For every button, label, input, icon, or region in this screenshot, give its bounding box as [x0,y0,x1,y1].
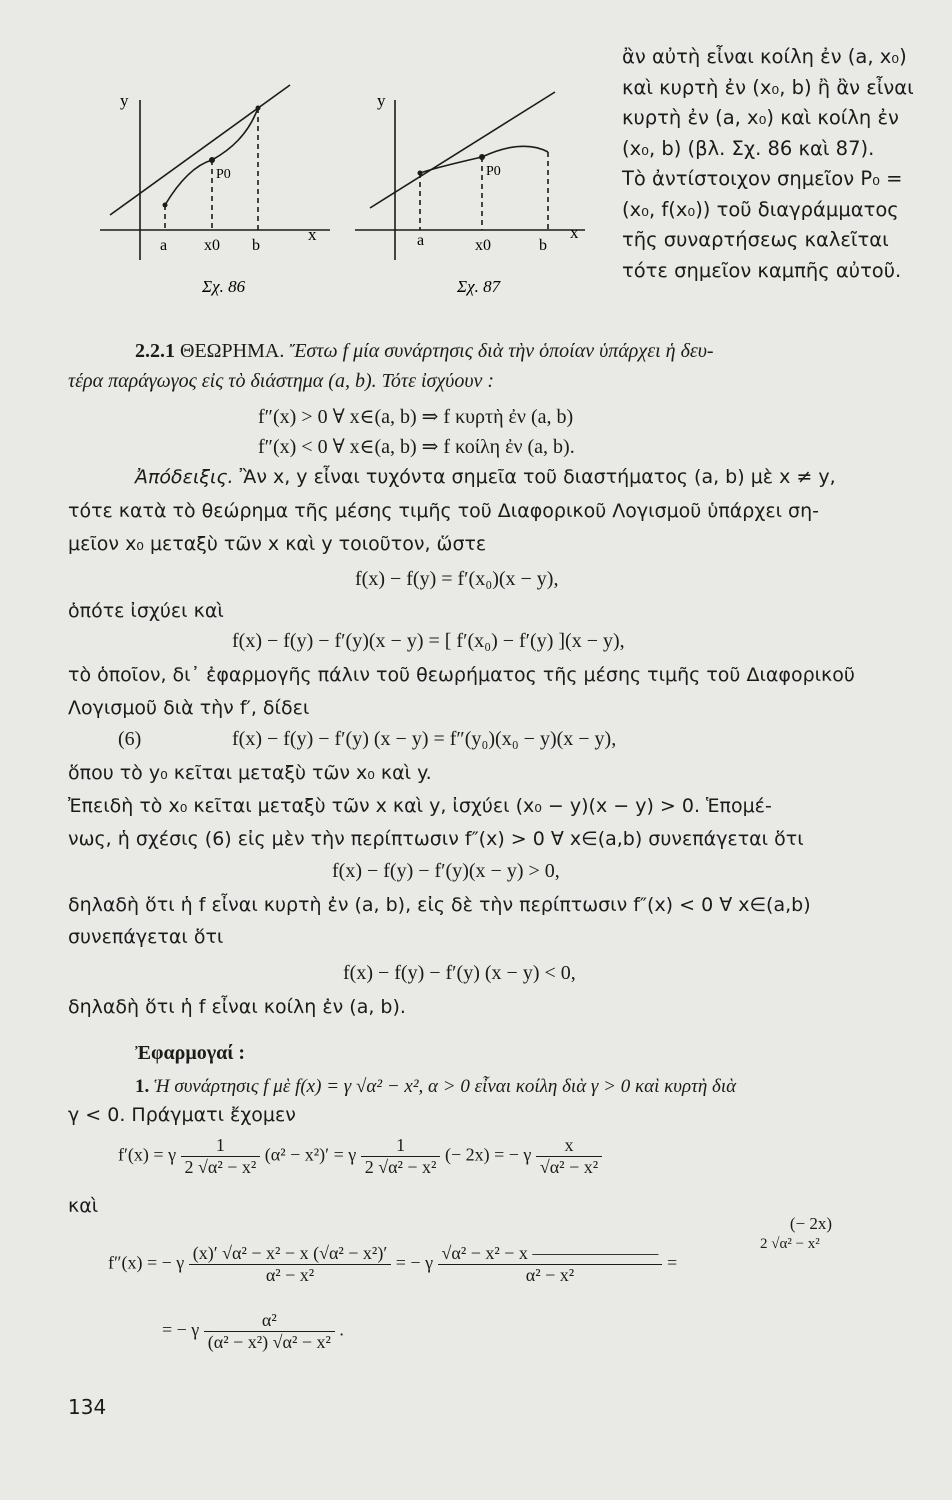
fig86-y-label: y [120,91,129,110]
final-equation: = − γ $\frac{\text{α²}}{\text{(α² − x²) √α² − x²}}$ . [162,1310,344,1352]
fpp-small-top: (− 2x) [789,1214,832,1233]
fpp-fraction-1 [189,1243,392,1286]
fraction-denominator: √α² − x² [536,1156,602,1178]
fig86-a-label: a [160,237,168,254]
curve [420,146,548,173]
fp-mid: (α² − x²)′ = γ [264,1144,357,1165]
fpp-mid: = − γ [395,1252,434,1273]
inflection-point [209,157,215,163]
proof-text-12: δηλαδὴ ὅτι ἡ f εἶναι κοίλη ἐν (a, b). [68,996,406,1018]
inflection-point [479,154,485,160]
theorem-heading: ΘΕΩΡΗΜΑ. [180,340,285,362]
proof-text-5: τὸ ὁποῖον, δι᾽ ἐφαρμογῆς πάλιν τοῦ θεωρήματος τῆς μέσης τιμῆς τοῦ Διαφορικοῦ [68,664,855,686]
application-1-text: Ἡ συνάρτησις f μὲ f(x) = γ √α² − x², α > 0 εἶναι κοίλη διὰ γ > 0 καὶ κυρτὴ διὰ [154,1076,737,1097]
equation-4: f(x) − f(y) − f′(y)(x − y) > 0, [332,860,560,882]
fig86-x0-label: x0 [204,237,220,254]
fig86-x-label: x [308,225,317,244]
second-derivative-equation [108,1243,677,1286]
page-number: 134 [68,1395,107,1419]
fraction-denominator: α² − x² [189,1264,392,1286]
proof-heading: Ἀπόδειξις. [135,466,234,488]
proof-text-4: ὁπότε ἰσχύει καὶ [68,600,224,622]
proof-text-11: συνεπάγεται ὅτι [68,926,224,948]
fraction-denominator: α² − x² [438,1264,663,1286]
theorem-text-2: τέρα παράγωγος εἰς τὸ διάστημα (a, b). Τότε ἰσχύουν : [68,370,495,392]
curve-start-point [163,203,168,208]
fig87-x-label: x [570,223,579,242]
fp-fraction-2 [361,1135,441,1178]
applications-heading: Ἐφαρμογαί : [135,1042,246,1064]
application-1-number: 1. [135,1076,150,1097]
and-word: καὶ [68,1195,99,1217]
fp-mid2: (− 2x) = − γ [444,1144,532,1165]
theorem-text-1: Ἔστω f μία συνάρτησις διὰ τὴν ὁποίαν ὑπάρχει ἡ δευ- [289,340,714,362]
fp-lhs: f′(x) = γ [118,1144,177,1165]
proof-text-9: νως, ἡ σχέσις (6) εἰς μὲν τὴν περίπτωσιν f″(x) > 0 ∀ x∈(a,b) συνεπάγεται ὅτι [68,828,804,850]
equation-3: f(x) − f(y) − f′(y) (x − y) = f″(y₀)(x₀ − y)(x − y), [232,728,617,750]
fp-fraction-1 [181,1135,261,1178]
fig86-p0-label: P0 [216,167,231,182]
application-1-line-1 [135,1076,952,1098]
equation-2: f(x) − f(y) − f′(y)(x − y) = [ f′(x₀) − f′(y) ](x − y), [232,630,625,652]
fraction-denominator: (α² − x²) √α² − x² [204,1331,335,1353]
proof-text-1: Ἂν x, y εἶναι τυχόντα σημεῖα τοῦ διαστήματος (a, b) μὲ x ≠ y, [239,466,836,488]
side-line: Τὸ ἀντίστοιχον σημεῖον P₀ = [622,167,903,190]
fraction-denominator: 2 √α² − x² [181,1156,261,1178]
fig87-a-label: a [417,232,425,249]
theorem-condition-1: f″(x) > 0 ∀ x∈(a, b) ⇒ f κυρτὴ ἐν (a, b) [258,406,574,428]
fpp-fraction-2 [438,1243,663,1286]
proof-text-3: μεῖον x₀ μεταξὺ τῶν x καὶ y τοιοῦτον, ὥστε [68,533,487,555]
proof-text-7: ὅπου τὸ y₀ κεῖται μεταξὺ τῶν x₀ καὶ y. [68,762,432,784]
proof-line-1 [135,466,952,488]
equation-label-6: (6) [118,728,142,750]
fig86-caption: Σχ. 86 [202,277,246,296]
fig86-b-label: b [252,237,260,254]
theorem-number: 2.2.1 [135,340,175,362]
figure-86-graph [100,80,340,310]
side-line: καὶ κυρτὴ ἐν (x₀, b) ἢ ἂν εἶναι [622,75,914,99]
side-line: ἂν αὐτὴ εἶναι κοίλη ἐν (a, x₀) [622,45,907,68]
figure-87-graph [355,80,595,310]
final-lhs: = − γ [162,1319,200,1340]
fpp-lhs: f″(x) = − γ [108,1252,185,1273]
proof-text-8: Ἐπειδὴ τὸ x₀ κεῖται μεταξὺ τῶν x καὶ y, ἰσχύει (x₀ − y)(x − y) > 0. Ἑπομέ- [68,795,772,817]
fig87-x0-label: x0 [475,237,491,254]
curve-start-point [418,171,423,176]
fig87-p0-label: P0 [486,164,501,179]
curve-end-point [256,106,261,111]
fraction-denominator: 2 √α² − x² [361,1156,441,1178]
side-line: (x₀, b) (βλ. Σχ. 86 καὶ 87). [622,136,875,160]
fraction-numerator: (x)′ √α² − x² − x (√α² − x²)′ [192,1243,388,1263]
side-line: τότε σημεῖον καμπῆς αὐτοῦ. [622,258,902,282]
fig87-b-label: b [539,237,547,254]
fraction-numerator: 1 [215,1135,225,1155]
fraction-numerator: 1 [396,1135,406,1155]
proof-text-6: Λογισμοῦ διὰ τὴν f′, δίδει [68,697,310,719]
first-derivative-equation [118,1135,602,1178]
proof-text-10: δηλαδὴ ὅτι ἡ f εἶναι κυρτὴ ἐν (a, b), εἰς δὲ τὴν περίπτωσιν f″(x) < 0 ∀ x∈(a,b) [68,894,811,916]
side-line: (x₀, f(x₀)) τοῦ διαγράμματος [622,197,899,221]
application-1-text-2: γ < 0. Πράγματι ἔχομεν [68,1104,296,1126]
side-paragraph [622,42,914,286]
fraction-numerator: α² [261,1310,277,1330]
fpp-end: = [666,1252,678,1273]
proof-text-2: τότε κατὰ τὸ θεώρημα τῆς μέσης τιμῆς τοῦ Διαφορικοῦ Λογισμοῦ ὑπάρχει ση- [68,500,820,522]
equation-1: f(x) − f(y) = f′(x₀)(x − y), [355,568,559,590]
fpp-small-sub: 2 √α² − x² [760,1236,820,1252]
fig87-caption: Σχ. 87 [457,277,501,296]
fig87-y-label: y [377,91,386,110]
theorem-condition-2: f″(x) < 0 ∀ x∈(a, b) ⇒ f κοίλη ἐν (a, b). [258,436,575,458]
fraction-numerator: x [564,1135,574,1155]
final-fraction [204,1310,335,1353]
fraction-numerator: √α² − x² − x ——————— [441,1243,659,1263]
side-line: τῆς συναρτήσεως καλεῖται [622,228,889,251]
theorem-line-1 [135,340,952,363]
tangent-line [110,85,290,215]
fp-fraction-3 [536,1135,602,1178]
equation-5: f(x) − f(y) − f′(y) (x − y) < 0, [343,962,576,984]
side-line: κυρτὴ ἐν (a, x₀) καὶ κοίλη ἐν [622,106,899,129]
tangent-line [370,92,555,208]
